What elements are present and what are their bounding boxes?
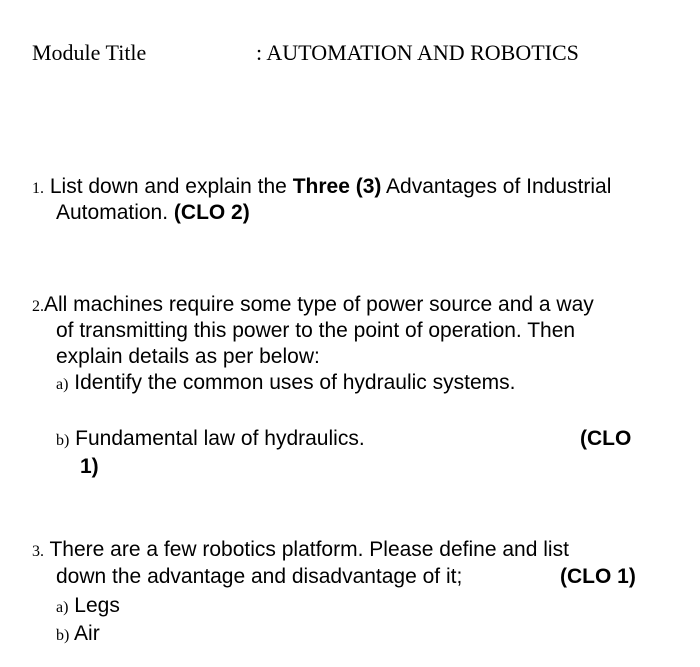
question-2-sub-a-label: a) — [56, 376, 69, 393]
question-3-sub-b-text: Air — [74, 622, 100, 645]
question-3-sub-a — [56, 593, 120, 621]
question-1-line-2-pre: Automation. — [56, 201, 174, 224]
question-1-line-1 — [32, 174, 611, 202]
question-2-sub-a-text: Identify the common uses of hydraulic systems. — [74, 371, 516, 394]
question-2-line-1 — [32, 292, 594, 320]
question-1-text-bold: Three (3) — [292, 175, 382, 198]
question-1-text-post: Advantages of Industrial — [381, 175, 612, 198]
module-title-value: : AUTOMATION AND ROBOTICS — [256, 40, 579, 65]
question-3-line-1 — [32, 537, 569, 565]
question-3-line-1-text: There are a few robotics platform. Please define and list — [49, 538, 569, 561]
question-2-sub-b — [56, 426, 365, 454]
question-3-sub-b — [56, 621, 100, 649]
question-3-sub-b-label: b) — [56, 627, 70, 644]
question-2-sub-a — [56, 370, 515, 398]
question-1-text-pre: List down and explain the — [49, 175, 293, 198]
question-3-clo: (CLO 1) — [560, 565, 636, 588]
question-3-sub-a-text: Legs — [74, 594, 120, 617]
question-3-line-2: down the advantage and disadvantage of it; — [56, 565, 463, 588]
question-3-sub-a-label: a) — [56, 599, 69, 616]
module-title-label: Module Title — [32, 40, 147, 65]
question-1-clo: (CLO 2) — [173, 201, 250, 224]
question-2-sub-b-text: Fundamental law of hydraulics. — [75, 427, 365, 450]
question-2-clo-part-1: (CLO — [580, 427, 632, 450]
question-2-line-1-text: All machines require some type of power source and a way — [44, 293, 594, 316]
question-2-clo-part-2: 1) — [80, 455, 99, 478]
question-2-line-3: explain details as per below: — [56, 345, 320, 368]
question-2-sub-b-label: b) — [56, 432, 70, 449]
question-1-line-2 — [56, 200, 250, 226]
question-2-line-2: of transmitting this power to the point of operation. Then — [56, 319, 576, 342]
question-1-number: 1. — [32, 180, 44, 197]
question-2-number: 2. — [32, 298, 44, 315]
question-3-number: 3. — [32, 543, 44, 560]
